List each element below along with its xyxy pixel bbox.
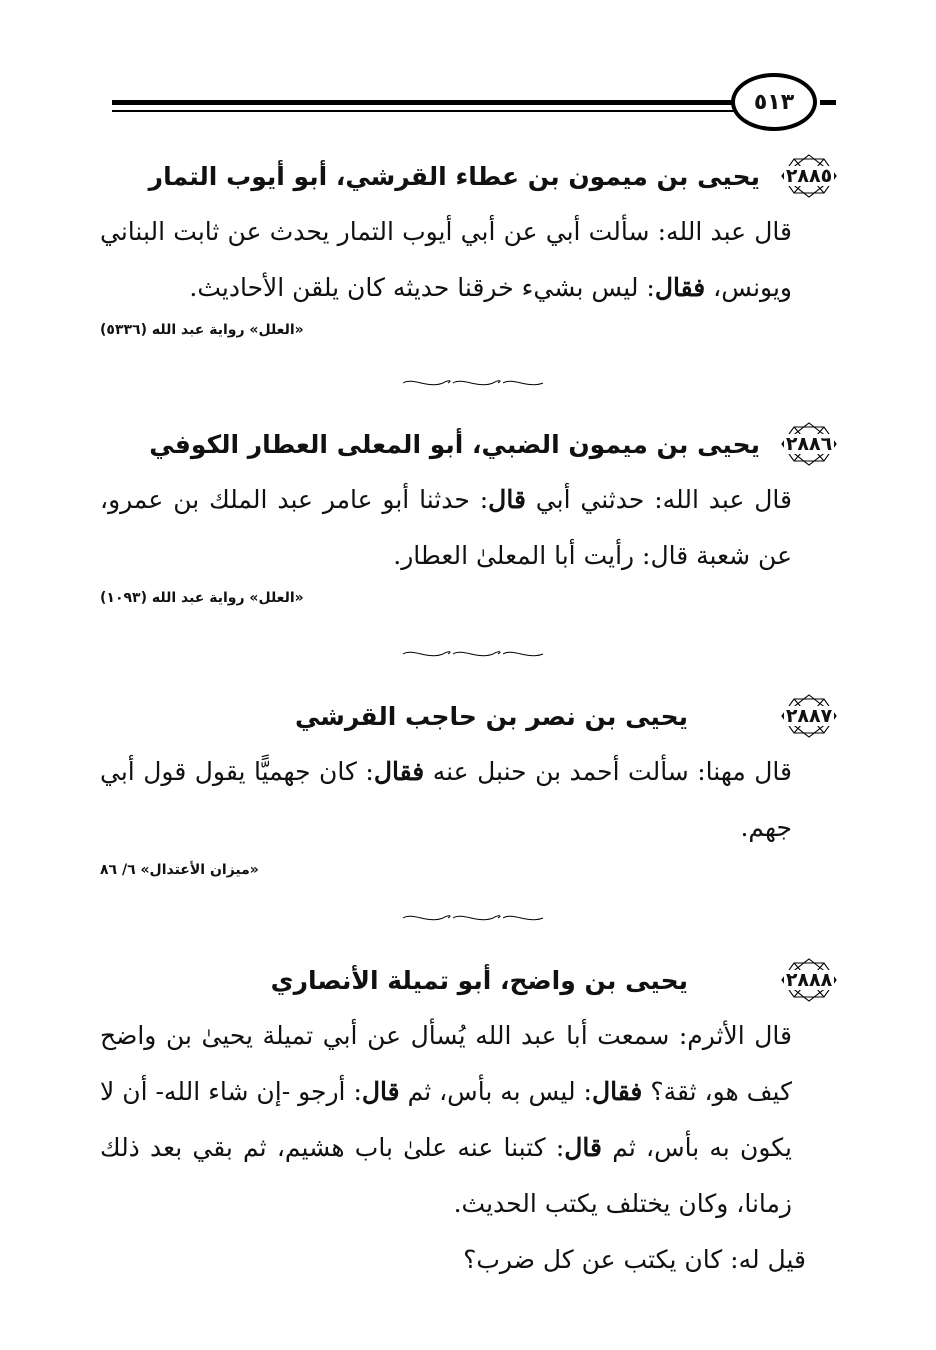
header-rule-thin <box>112 110 740 112</box>
text-run: قال عبد الله: سألت أبي عن أبي أيوب التمار يحدث عن ثابت البناني ويونس، <box>100 217 792 302</box>
bold-run: قال <box>488 485 526 514</box>
entry-2886 <box>100 416 840 606</box>
page-number-badge <box>731 73 817 131</box>
text-run: : كان جهميًّا يقول قول أبي جهم. <box>100 757 792 842</box>
entry-paragraph <box>100 1008 840 1232</box>
bold-run: فقال <box>591 1077 643 1106</box>
entry-title: يحيى بن نصر بن حاجب القرشي <box>294 701 688 731</box>
entry-paragraph-continued: قيل له: كان يكتب عن كل ضرب؟ <box>463 1245 806 1274</box>
text-run: : كتبنا عنه علىٰ باب هشيم، ثم بقي بعد ذلك زمانا، وكان يختلف يكتب الحديث. <box>100 1133 792 1218</box>
entry-title: يحيى بن ميمون الضبي، أبو المعلى العطار الكوفي <box>149 429 760 459</box>
header-rule-tail <box>820 100 836 105</box>
entry-header <box>100 148 840 204</box>
section-divider-ornament <box>398 912 548 924</box>
section-divider-ornament <box>398 648 548 660</box>
bold-run: فقال <box>654 273 706 302</box>
entry-body <box>100 1008 840 1288</box>
star-ornament-icon <box>778 957 840 1003</box>
entry-header <box>100 688 840 744</box>
section-divider-ornament <box>398 377 548 389</box>
text-run: : حدثنا أبو عامر عبد الملك بن عمرو، عن شعبة قال: رأيت أبا المعلىٰ العطار. <box>100 485 792 570</box>
entry-number: ٢٨٨٥ <box>785 165 833 187</box>
star-ornament-icon <box>778 421 840 467</box>
entry-number: ٢٨٨٦ <box>785 433 833 455</box>
bold-run: قال <box>564 1133 602 1162</box>
entry-paragraph <box>100 204 840 316</box>
entry-2888 <box>100 952 840 1288</box>
source-citation: «العلل» رواية عبد الله (١٠٩٣) <box>100 590 304 606</box>
text-run: قال مهنا: سألت أحمد بن حنبل عنه <box>424 757 792 786</box>
text-run: قال عبد الله: حدثني أبي <box>525 485 792 514</box>
source-citation: «العلل» رواية عبد الله (٥٣٣٦) <box>100 322 304 338</box>
text-run: : ليس بشيء خرقنا حديثه كان يلقن الأحاديث. <box>189 273 655 302</box>
entry-paragraph <box>100 744 840 856</box>
entry-header <box>100 952 840 1008</box>
entry-2885 <box>100 148 840 338</box>
text-run: قال الأثرم: سمعت أبا عبد الله يُسأل عن أبي تميلة يحيىٰ بن واضح كيف هو، ثقة؟ <box>100 1021 792 1106</box>
bold-run: فقال <box>373 757 425 786</box>
entry-title: يحيى بن واضح، أبو تميلة الأنصاري <box>270 965 688 995</box>
page-number: ٥١٣ <box>753 89 795 115</box>
entry-2887 <box>100 688 840 878</box>
source-citation: «ميزان الأعتدال» ٦/ ٨٦ <box>100 862 259 878</box>
star-ornament-icon <box>778 693 840 739</box>
entry-header <box>100 416 840 472</box>
entry-paragraph <box>100 472 840 584</box>
star-ornament-icon <box>778 153 840 199</box>
entry-body <box>100 472 840 584</box>
header-rule-thick <box>112 100 740 105</box>
entry-number: ٢٨٨٨ <box>785 969 833 991</box>
entry-body <box>100 204 840 316</box>
text-run: : ليس به بأس، ثم <box>399 1077 592 1106</box>
entry-number: ٢٨٨٧ <box>785 705 833 727</box>
entry-body <box>100 744 840 856</box>
bold-run: قال <box>361 1077 400 1106</box>
text-run: : أرجو -إن شاء الله- أن لا يكون به بأس، ثم <box>100 1077 792 1162</box>
entry-title: يحيى بن ميمون بن عطاء القرشي، أبو أيوب التمار <box>148 161 760 191</box>
